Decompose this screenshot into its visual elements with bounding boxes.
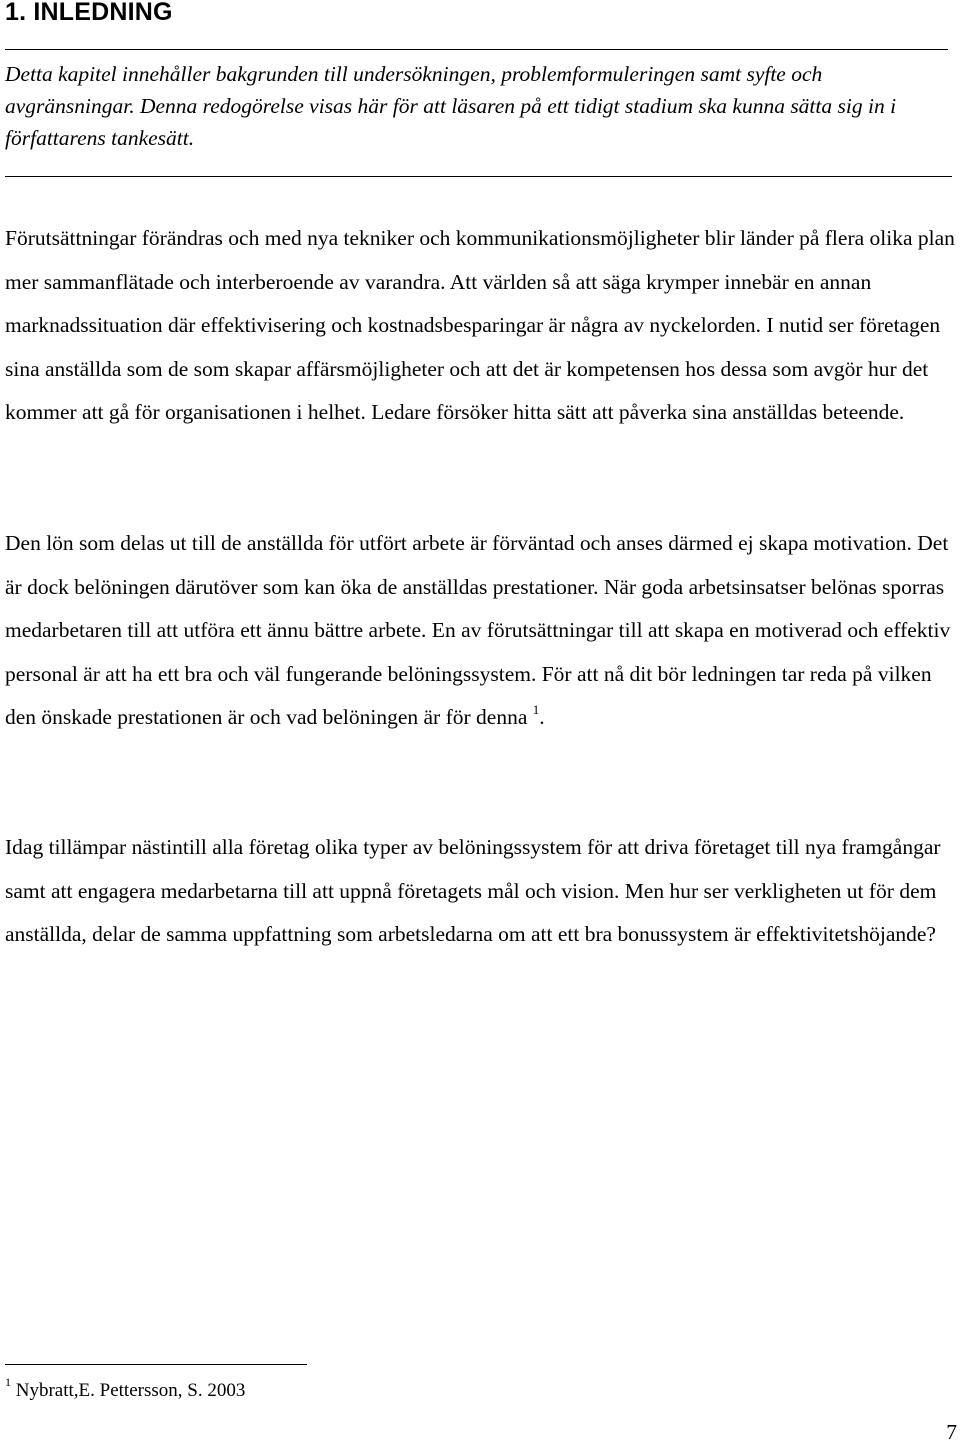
footnote-reference[interactable]: 1 bbox=[532, 702, 540, 718]
intro-bottom-rule bbox=[5, 176, 952, 177]
footnote bbox=[5, 1374, 246, 1403]
chapter-heading: 1. INLEDNING bbox=[5, 0, 173, 26]
body-paragraph-1: Förutsättningar förändras och med nya tekniker och kommunikationsmöjligheter blir länder på flera olika plan mer sammanflätade och interberoende av varandra. Att världen så att säga krymper innebär en annan marknadssituation där effektivisering och kostnadsbesparingar är några av nyckelorden. I nutid ser företagen sina anställda som de som skapar affärsmöjligheter och att det är kompetensen hos dessa som avgör hur det kommer att gå för organisationen i helhet. Ledare försöker hitta sätt att påverka sina anställdas beteende. bbox=[5, 226, 955, 425]
intro-top-rule bbox=[5, 49, 948, 50]
body-paragraph-2 bbox=[5, 522, 957, 740]
body-paragraph-2-text: Den lön som delas ut till de anställda för utfört arbete är förväntad och anses därmed ej skapa motivation. Det är dock belöningen därutöver som kan öka de anställdas prestationer. När goda arbetsinsatser belönas sporras medarbetaren till att utföra ett ännu bättre arbete. En av förutsättningar till att skapa en motiverad och effektiv personal är att ha ett bra och väl fungerande belöningssystem. För att nå dit bör ledningen tar reda på vilken den önskade prestationen är och vad belöningen är för denna bbox=[5, 531, 951, 730]
footnote-separator bbox=[5, 1364, 307, 1365]
footnote-number: 1 bbox=[5, 1374, 11, 1389]
chapter-intro: Detta kapitel innehåller bakgrunden till undersökningen, problemformuleringen samt syfte och avgränsningar. Denna redogörelse visas här för att läsaren på ett tidigt stadium ska kunna sätta sig in i författarens tankesätt. bbox=[5, 62, 897, 150]
body-paragraph-2-end: . bbox=[539, 705, 545, 730]
page-number: 7 bbox=[946, 1420, 957, 1444]
footnote-text: Nybratt,E. Pettersson, S. 2003 bbox=[11, 1380, 246, 1401]
body-paragraph-3: Idag tillämpar nästintill alla företag olika typer av belöningssystem för att driva företaget till nya framgångar samt att engagera medarbetarna till att uppnå företagets mål och vision. Men hur ser verkligheten ut för dem anställda, delar de samma uppfattning som arbetsledarna om att ett bra bonussystem är effektivitetshöjande? bbox=[5, 835, 941, 947]
